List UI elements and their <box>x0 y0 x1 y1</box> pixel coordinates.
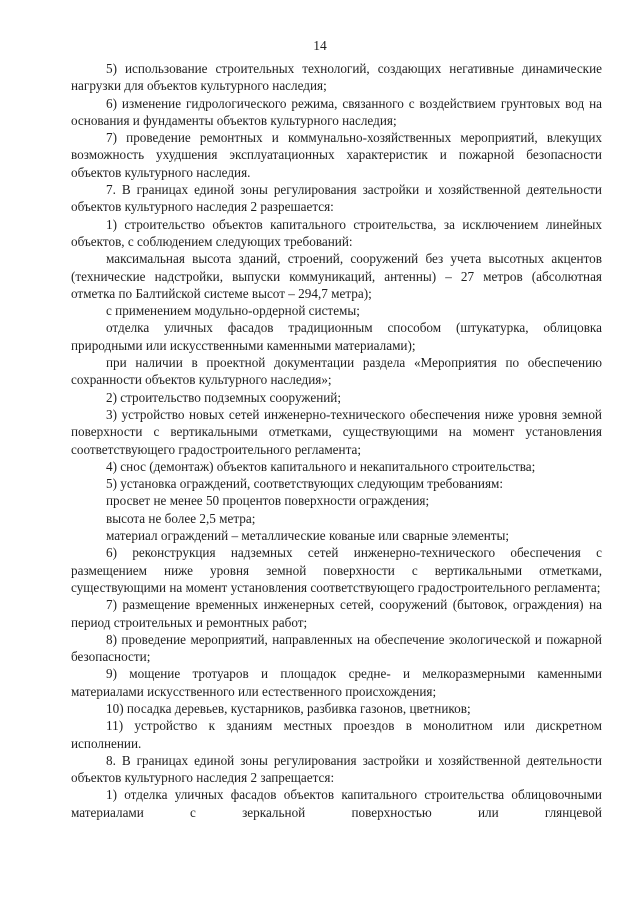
paragraph: с применением модульно-ордерной системы; <box>106 303 360 319</box>
paragraph: 10) посадка деревьев, кустарников, разбивка газонов, цветников; <box>106 700 471 716</box>
paragraph: 8) проведение мероприятий, направленных на обеспечение экологической и пожарной безопасности; <box>71 631 602 665</box>
paragraph: 6) изменение гидрологического режима, связанного с воздействием грунтовых вод на основания и фундаменты объектов культурного наследия; <box>71 95 602 128</box>
paragraph: 1) строительство объектов капитального строительства, за исключением линейных объектов, с соблюдением следующих требований: <box>71 216 602 249</box>
paragraph: 5) установка ограждений, соответствующих следующим требованиям: <box>106 476 504 492</box>
paragraph: 9) мощение тротуаров и площадок средне- и мелкоразмерными каменными материалами искусственного или естественного происхождения; <box>71 666 602 699</box>
paragraph: 6) реконструкция надземных сетей инженерно-технического обеспечения с размещением ниже уровня земной поверхности с вертикальными отметками, существующими на момент установления соответствующего градостроительного регламента; <box>71 545 602 595</box>
paragraph: при наличии в проектной документации раздела «Мероприятия по обеспечению сохранности объектов культурного наследия»; <box>71 355 602 388</box>
paragraph: просвет не менее 50 процентов поверхности ограждения; <box>106 493 430 509</box>
paragraph: 7) проведение ремонтных и коммунально-хозяйственных мероприятий, влекущих возможность ухудшения эксплуатационных характеристик и пожарной безопасности объектов культурного наследия. <box>71 130 602 180</box>
paragraph: 1) отделка уличных фасадов объектов капитального строительства облицовочными материалами с зеркальной поверхностью или глянцевой <box>71 787 602 820</box>
document-body <box>71 60 602 821</box>
paragraph: 3) устройство новых сетей инженерно-технического обеспечения ниже уровня земной поверхности с вертикальными отметками, существующими на момент установления соответствующего градостроительного регламента; <box>71 406 602 457</box>
paragraph: высота не более 2,5 метра; <box>106 510 256 526</box>
page-number: 14 <box>313 38 327 53</box>
paragraph: 8. В границах единой зоны регулирования застройки и хозяйственной деятельности объектов культурного наследия 2 запрещается: <box>71 752 602 786</box>
paragraph: 4) снос (демонтаж) объектов капитального и некапитального строительства; <box>106 458 536 474</box>
paragraph: 7) размещение временных инженерных сетей, сооружений (бытовок, ограждения) на период строительных и ремонтных работ; <box>71 597 602 630</box>
paragraph: 5) использование строительных технологий, создающих негативные динамические нагрузки для объектов культурного наследия; <box>71 61 602 94</box>
paragraph: максимальная высота зданий, строений, сооружений без учета высотных акцентов (технические надстройки, выпуски коммуникаций, антенны) – 27 метров (абсолютная отметка по Балтийской системе высот – 294,7 метра); <box>71 251 602 301</box>
paragraph: 2) строительство подземных сооружений; <box>106 389 342 405</box>
paragraph: отделка уличных фасадов традиционным способом (штукатурка, облицовка природными или искусственными каменными материалами); <box>71 320 602 353</box>
paragraph: материал ограждений – металлические кованые или сварные элементы; <box>106 528 510 544</box>
paragraph: 11) устройство к зданиям местных проездов в монолитном или дискретном исполнении. <box>71 718 602 751</box>
paragraph: 7. В границах единой зоны регулирования застройки и хозяйственной деятельности объектов культурного наследия 2 разрешается: <box>71 182 602 215</box>
